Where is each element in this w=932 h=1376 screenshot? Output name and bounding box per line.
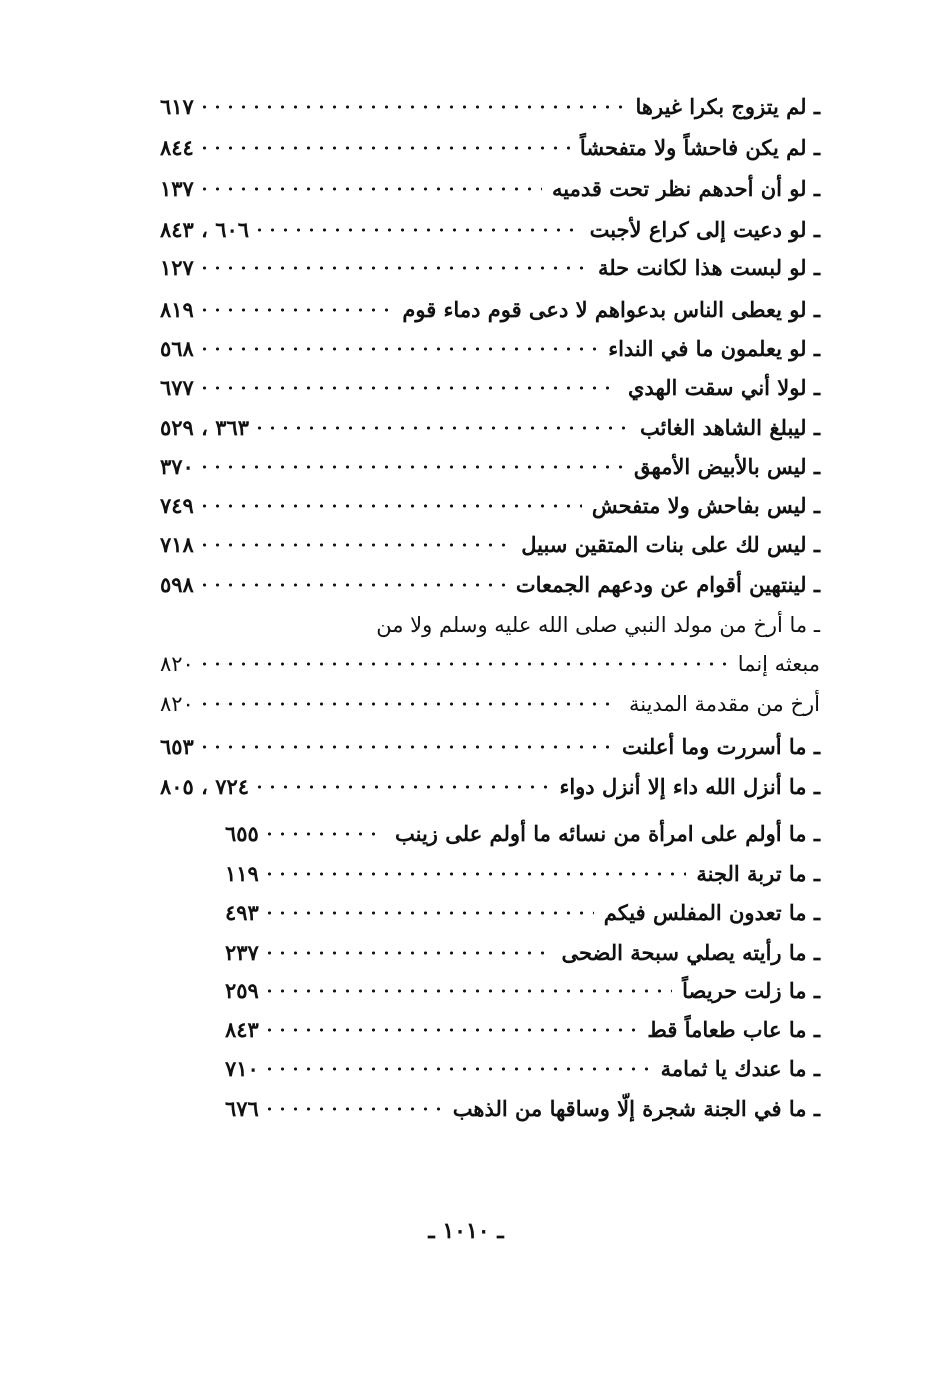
- index-entry: [160, 566, 820, 604]
- entry-page-numbers: ٣٧٠: [160, 454, 194, 479]
- entry-text: ـ لو دعيت إلى كراع لأجبت: [589, 217, 820, 242]
- entry-page-numbers: ٢٥٩: [225, 978, 259, 1003]
- index-entry: [225, 1011, 820, 1049]
- index-entry: [160, 685, 820, 723]
- entry-text: ـ ما في الجنة شجرة إلّا وساقها من الذهب: [452, 1096, 820, 1121]
- entry-page-numbers: ٨٤٤: [160, 135, 194, 160]
- entry-text: ـ لو أن أحدهم نظر تحت قدميه: [552, 176, 820, 201]
- entry-page-numbers: ٣٦٣ ، ٥٢٩: [160, 415, 250, 440]
- entry-page-numbers: ٧١٨: [160, 532, 194, 557]
- index-entry: [225, 815, 820, 853]
- entry-page-numbers: ٥٩٨: [160, 572, 194, 597]
- dot-leader: [198, 345, 598, 353]
- entry-text: ـ ما أسررت وما أعلنت: [621, 734, 820, 759]
- entry-text: ـ ما أولم على امرأة من نسائه ما أولم على زينب: [395, 821, 820, 846]
- dot-leader: [198, 581, 506, 589]
- dot-leader: [198, 743, 612, 751]
- dot-leader: [198, 502, 582, 510]
- entry-text: ـ ما أنزل الله داء إلا أنزل دواء: [559, 774, 820, 799]
- entry-page-numbers: ٥٦٨: [160, 336, 194, 361]
- dot-leader: [263, 870, 687, 878]
- entry-text: ـ لم يتزوج بكرا غيرها: [635, 94, 820, 119]
- entry-page-numbers: ٧٢٤ ، ٨٠٥: [160, 774, 250, 799]
- entry-text: ـ لو يعطى الناس بدعواهم لا دعى قوم دماء قوم: [402, 297, 820, 322]
- dot-leader: [198, 463, 624, 471]
- entry-page-numbers: ١٢٧: [160, 255, 194, 280]
- entry-text: ـ ما تعدون المفلس فيكم: [603, 900, 820, 925]
- entry-text: ـ ما عاب طعاماً قط: [647, 1017, 820, 1042]
- index-entry: [160, 211, 820, 249]
- dot-leader: [198, 660, 728, 668]
- entry-text: ـ ما عندك يا ثمامة: [660, 1056, 820, 1081]
- index-entry: [225, 855, 820, 893]
- index-entry: [225, 1090, 820, 1128]
- index-entry: [160, 448, 820, 486]
- entry-text: ـ ما أرخ من مولد النبي صلى الله عليه وسلم ولا من: [376, 613, 820, 637]
- entry-page-numbers: ٦٧٧: [160, 375, 194, 400]
- entry-text: ـ ليبلغ الشاهد الغائب: [640, 415, 820, 440]
- index-entry: [160, 526, 820, 564]
- dot-leader: [198, 306, 393, 314]
- index-entry: [160, 487, 820, 525]
- entry-page-numbers: ٧١٠: [225, 1056, 259, 1081]
- entry-page-numbers: ٦٥٣: [160, 734, 194, 759]
- index-entry: [160, 170, 820, 208]
- index-entry: [160, 129, 820, 167]
- index-entry: [160, 88, 820, 126]
- entry-text: ـ لينتهين أقوام عن ودعهم الجمعات: [515, 572, 820, 597]
- entry-text: ـ ليس بالأبيض الأمهق: [634, 454, 820, 479]
- dot-leader: [263, 830, 385, 838]
- dot-leader: [253, 783, 549, 791]
- index-entry: [160, 606, 820, 644]
- dot-leader: [263, 949, 552, 957]
- entry-page-numbers: ٨٢٠: [160, 692, 194, 716]
- index-entry: [225, 894, 820, 932]
- index-entry: [160, 768, 820, 806]
- dot-leader: [263, 987, 672, 995]
- entry-text: ـ لولا أني سقت الهدي: [627, 375, 820, 400]
- entry-text: ـ ليس بفاحش ولا متفحش: [591, 493, 820, 518]
- dot-leader: [253, 424, 630, 432]
- dot-leader: [263, 1105, 443, 1113]
- dot-leader: [198, 700, 619, 708]
- index-entry: [225, 1050, 820, 1088]
- entry-page-numbers: ٨١٩: [160, 297, 194, 322]
- index-entry: [225, 972, 820, 1010]
- index-entry: [160, 369, 820, 407]
- dot-leader: [263, 1026, 638, 1034]
- index-entry: [160, 645, 820, 683]
- index-entry: [160, 330, 820, 368]
- index-entry: [160, 728, 820, 766]
- entry-text: ـ ما زلت حريصاً: [682, 978, 820, 1003]
- dot-leader: [198, 384, 618, 392]
- dot-leader: [198, 144, 570, 152]
- entry-text: ـ ما رأيته يصلي سبحة الضحى: [561, 940, 820, 965]
- entry-page-numbers: ١٣٧: [160, 176, 194, 201]
- dot-leader: [263, 1065, 651, 1073]
- entry-text: ـ ليس لك على بنات المتقين سبيل: [521, 532, 820, 557]
- dot-leader: [198, 541, 511, 549]
- entry-text: ـ ما تربة الجنة: [696, 861, 820, 886]
- index-entry: [160, 249, 820, 287]
- entry-page-numbers: ٦٥٥: [225, 821, 259, 846]
- index-entry: [160, 409, 820, 447]
- entry-text: ـ لم يكن فاحشاً ولا متفحشاً: [579, 135, 820, 160]
- dot-leader: [253, 226, 580, 234]
- entry-page-numbers: ٦٧٦: [225, 1096, 259, 1121]
- entry-text: ـ لو لبست هذا لكانت حلة: [597, 255, 820, 280]
- entry-page-numbers: ٦٠٦ ، ٨٤٣: [160, 217, 250, 242]
- dot-leader: [263, 909, 594, 917]
- page-number: ـ ١٠١٠ ـ: [428, 1218, 504, 1244]
- dot-leader: [198, 264, 588, 272]
- entry-page-numbers: ١١٩: [225, 861, 259, 886]
- dot-leader: [198, 103, 626, 111]
- entry-page-numbers: ٨٢٠: [160, 652, 194, 676]
- dot-leader: [198, 185, 542, 193]
- entry-page-numbers: ٤٩٣: [225, 900, 259, 925]
- entry-text: مبعثه إنما: [737, 652, 820, 676]
- entry-page-numbers: ٧٤٩: [160, 493, 194, 518]
- index-entry: [225, 934, 820, 972]
- entry-page-numbers: ٦١٧: [160, 94, 194, 119]
- entry-text: ـ لو يعلمون ما في النداء: [608, 336, 820, 361]
- entry-text: أرخ من مقدمة المدينة: [628, 692, 820, 716]
- entry-page-numbers: ٨٤٣: [225, 1017, 259, 1042]
- entry-page-numbers: ٢٣٧: [225, 940, 259, 965]
- index-entry: [160, 291, 820, 329]
